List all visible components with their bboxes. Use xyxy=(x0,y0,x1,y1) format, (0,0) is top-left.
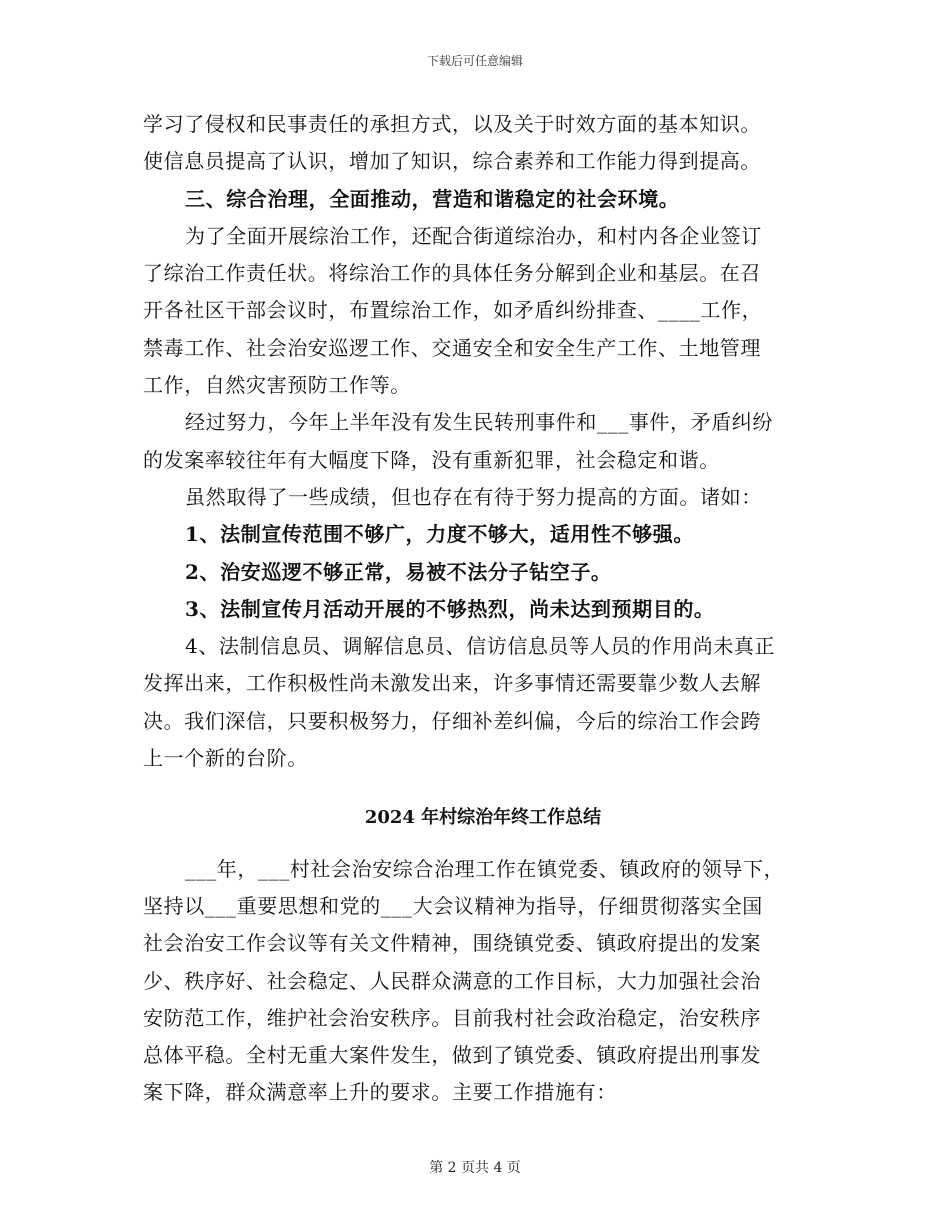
text-line: 上一个新的台阶。 xyxy=(143,746,308,771)
document-title: 2024 年村综治年终工作总结 xyxy=(364,807,602,829)
text-line: 坚持以___重要思想和党的___大会议精神为指导，仔细贯彻落实全国 xyxy=(143,893,763,918)
text-line: 的发案率较往年有大幅度下降，没有重新犯罪，社会稳定和谐。 xyxy=(143,447,720,472)
text-line: 使信息员提高了认识，增加了知识，综合素养和工作能力得到提高。 xyxy=(143,149,761,174)
text-line: 禁毒工作、社会治安巡逻工作、交通安全和安全生产工作、土地管理 xyxy=(143,335,761,360)
text-line: 总体平稳。全村无重大案件发生，做到了镇党委、镇政府提出刑事发 xyxy=(143,1043,761,1068)
text-line: 开各社区干部会议时，布置综治工作，如矛盾纠纷排查、____工作， xyxy=(143,298,763,323)
text-line: 学习了侵权和民事责任的承担方式，以及关于时效方面的基本知识。 xyxy=(143,112,761,136)
text-line: 发挥出来，工作积极性尚未激发出来，许多事情还需要靠少数人去解 xyxy=(143,671,761,696)
text-line: 案下降，群众满意率上升的要求。主要工作措施有： xyxy=(143,1080,617,1105)
issue-item: 2、治安巡逻不够正常，易被不法分子钻空子。 xyxy=(185,559,612,584)
issue-item: 3、法制宣传月活动开展的不够热烈，尚未达到预期目的。 xyxy=(185,596,715,621)
section-heading: 三、综合治理，全面推动，营造和谐稳定的社会环境。 xyxy=(185,186,680,211)
page-header: 下载后可任意编辑 xyxy=(426,54,523,68)
text-line: 虽然取得了一些成绩，但也存在有待于努力提高的方面。诸如： xyxy=(185,484,762,509)
page-footer: 第 2 页共 4 页 xyxy=(429,1160,521,1176)
text-line: 工作，自然灾害预防工作等。 xyxy=(143,373,411,398)
text-line: 社会治安工作会议等有关文件精神，围绕镇党委、镇政府提出的发案 xyxy=(143,931,761,956)
text-line: 为了全面开展综治工作，还配合街道综治办，和村内各企业签订 xyxy=(185,223,762,248)
text-line: ___年，___村社会治安综合治理工作在镇党委、镇政府的领导下， xyxy=(185,856,785,881)
text-line: 4、法制信息员、调解信息员、信访信息员等人员的作用尚未真正 xyxy=(185,634,776,659)
text-line: 决。我们深信，只要积极努力，仔细补差纠偏，今后的综治工作会跨 xyxy=(143,708,761,733)
text-line: 了综治工作责任状。将综治工作的具体任务分解到企业和基层。在召 xyxy=(143,261,761,286)
issue-item: 1、法制宣传范围不够广，力度不够大，适用性不够强。 xyxy=(185,522,694,547)
text-line: 经过努力，今年上半年没有发生民转刑事件和___事件，矛盾纠纷 xyxy=(185,410,773,435)
document-body xyxy=(143,106,823,1112)
text-line: 安防范工作，维护社会治安秩序。目前我村社会政治稳定，治安秩序 xyxy=(143,1005,761,1030)
text-line: 少、秩序好、社会稳定、人民群众满意的工作目标，大力加强社会治 xyxy=(143,968,761,993)
